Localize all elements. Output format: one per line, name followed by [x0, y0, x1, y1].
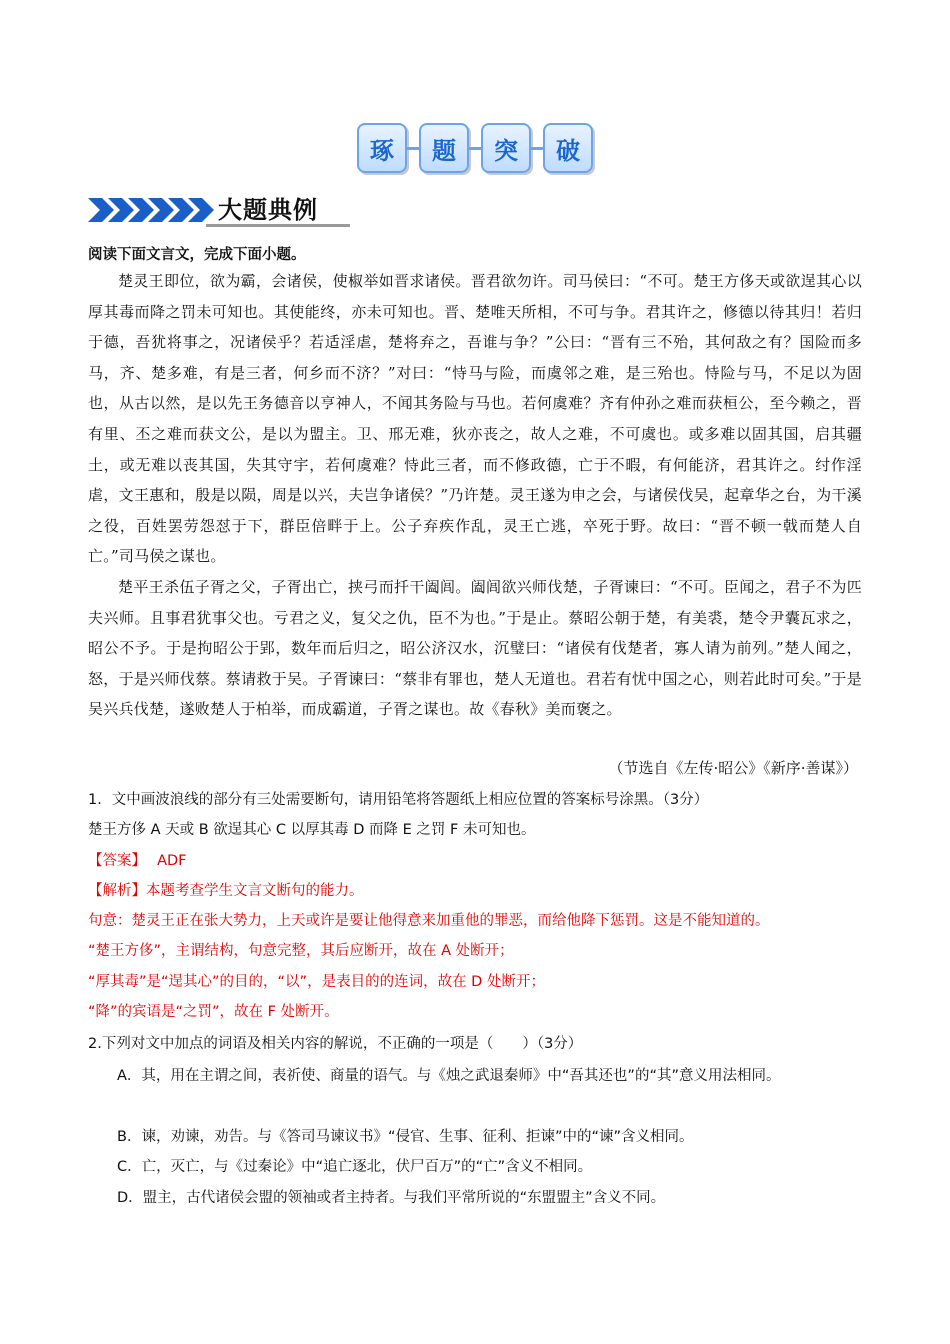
banner-tile: 突	[481, 123, 531, 173]
banner-connector	[469, 147, 481, 150]
banner-tile: 琢	[357, 123, 407, 173]
answer-value: ADF	[157, 853, 187, 869]
section-header	[88, 188, 350, 228]
banner-connector	[531, 147, 543, 150]
passage-source: （节选自《左传·昭公》《新序·善谋》）	[608, 759, 858, 777]
passage-paragraph	[88, 572, 862, 725]
title-banner	[0, 122, 950, 174]
q2-option-c: C．亡，灭亡，与《过秦论》中“追亡逐北，伏尸百万”的“亡”含义不相同。	[117, 1159, 593, 1175]
answer-label: 【答案】	[88, 853, 146, 869]
section-title: 大题典例	[218, 196, 318, 224]
analysis-line: “楚王方侈”，主谓结构，句意完整，其后应断开，故在 A 处断开；	[88, 943, 514, 959]
q2-option-a: A．其，用在主谓之间，表祈使、商量的语气。与《烛之武退秦师》中“吾其还也”的“其”意义用法相同。	[117, 1068, 781, 1084]
analysis-line: “厚其毒”是“逞其心”的目的，“以”，是表目的的连词，故在 D 处断开；	[88, 974, 545, 990]
banner-tile: 题	[419, 123, 469, 173]
q1-analysis	[88, 879, 364, 900]
passage-text: 楚平王杀伍子胥之父，子胥出亡，挟弓而扦干阖闾。阖闾欲兴师伐楚，子胥谏曰：“不可。臣闻之，君子不为匹夫兴师。且事君犹事父也。亏君之义，复父之仇，臣不为也。”于是止。蔡昭公朝于楚，有美裘，楚令尹囊瓦求之，昭公不予。于是拘昭公于郢，数年而后归之，昭公济汉水，沉璧曰：“诸侯有伐楚者，寡人请为前列。”楚人闻之，怒，于是兴师伐蔡。蔡请救于吴。子胥谏曰：“蔡非有罪也，楚人无道也。君若有忧中国之心，则若此时可矣。”于是吴兴兵伐楚，遂败楚人于柏举，而成霸道，子胥之谋也。故《春秋》美而褒之。	[88, 578, 862, 719]
instruction: 阅读下面文言文，完成下面小题。	[88, 247, 306, 263]
analysis-text: 本题考查学生文言文断句的能力。	[146, 883, 364, 899]
analysis-line: “降”的宾语是“之罚”，故在 F 处断开。	[88, 1004, 339, 1020]
banner-connector	[407, 147, 419, 150]
q2-option-b: B．谏，劝谏，劝告。与《答司马谏议书》“侵官、生事、征利、拒谏”中的“谏”含义相同。	[117, 1129, 694, 1145]
analysis-label: 【解析】	[88, 883, 146, 899]
q1-answer	[88, 849, 187, 870]
analysis-line: 句意：楚灵王正在张大势力，上天或许是要让他得意来加重他的罪恶，而给他降下惩罚。这是不能知道的。	[88, 913, 770, 929]
q1-sentence: 楚王方侈 A 天或 B 欲逞其心 C 以厚其毒 D 而降 E 之罚 F 未可知也。	[88, 822, 536, 838]
banner-tile: 破	[543, 123, 593, 173]
q2-stem: 2.下列对文中加点的词语及相关内容的解说，不正确的一项是（ ）（3分）	[88, 1036, 583, 1052]
passage-text: 楚灵王即位，欲为霸，会诸侯，使椒举如晋求诸侯。晋君欲勿许。司马侯曰：“不可。楚王方侈天或欲逞其心以厚其毒而降之罚未可知也。其使能终，亦未可知也。晋、楚唯天所相，不可与争。君其许之，修德以待其归！若归于德，吾犹将事之，况诸侯乎？若适淫虐，楚将弃之，吾谁与争？”公曰：“晋有三不殆，其何敌之有？国险而多马，齐、楚多难，有是三者，何乡而不济？”对曰：“恃马与险，而虞邻之难，是三殆也。恃险与马，不足以为固也，从古以然，是以先王务德音以亨神人，不闻其务险与马也。若何虞难？齐有仲孙之难而获桓公，至今赖之，晋有里、丕之难而获文公，是以为盟主。卫、邢无难，狄亦丧之，故人之难，不可虞也。或多难以固其国，启其疆土，或无难以丧其国，失其守宇，若何虞难？恃此三者，而不修政德，亡于不暇，有何能济，君其许之。纣作淫虐，文王惠和，殷是以陨，周是以兴，夫岂争诸侯？”乃许楚。灵王遂为申之会，与诸侯伐吴，起章华之台，为干溪之役，百姓罢劳怨怼于下，群臣倍畔于上。公子弃疾作乱，灵王亡逃，卒死于野。故曰：“晋不顿一戟而楚人自亡。”司马侯之谋也。	[88, 272, 862, 566]
q2-option-d: D．盟主，古代诸侯会盟的领袖或者主持者。与我们平常所说的“东盟盟主”含义不同。	[117, 1190, 666, 1206]
q1-stem: 1．文中画波浪线的部分有三处需要断句，请用铅笔将答题纸上相应位置的答案标号涂黑。（3分）	[88, 792, 709, 808]
passage-paragraph	[88, 266, 862, 572]
